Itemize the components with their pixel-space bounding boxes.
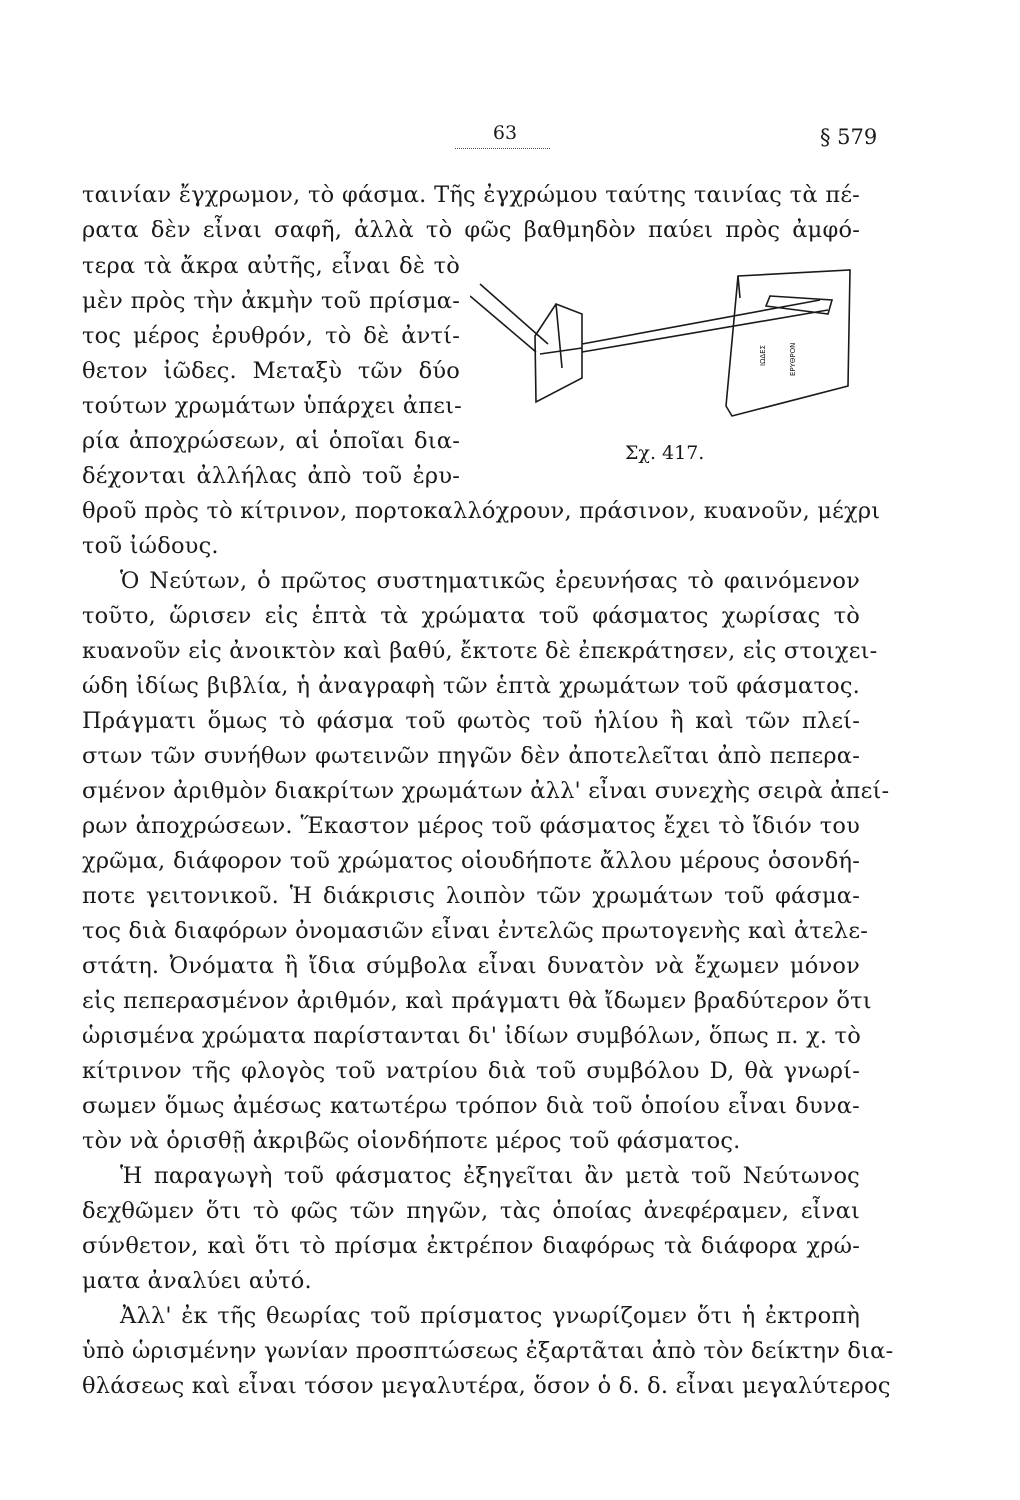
- body-line: θλάσεως καὶ εἶναι τόσον μεγαλυτέρα, ὅσον ὁ δ. δ. εἶναι μεγαλύτερος: [82, 1373, 891, 1399]
- body-line: κίτρινον τῆς φλογὸς τοῦ νατρίου διὰ τοῦ συμβόλου D, θὰ γνωρί-: [82, 1058, 860, 1084]
- spectrum-ray-line: [582, 300, 820, 344]
- body-line: τοῦ ἰώδους.: [82, 533, 219, 559]
- screen-label-violet: ΙΩΔΕΣ: [759, 344, 767, 366]
- body-line: Πράγματι ὅμως τὸ φάσμα τοῦ φωτὸς τοῦ ἡλίου ἢ καὶ τῶν πλεί-: [82, 708, 860, 734]
- screen-shape: [726, 270, 850, 416]
- body-line: ποτε γειτονικοῦ. Ἡ διάκρισις λοιπὸν τῶν χρωμάτων τοῦ φάσμα-: [82, 883, 860, 909]
- body-line: Ἀλλ' ἐκ τῆς θεωρίας τοῦ πρίσματος γνωρίζομεν ὅτι ἡ ἐκτροπὴ: [120, 1303, 860, 1329]
- body-line: ώδη ἰδίως βιβλία, ἡ ἀναγραφὴ τῶν ἑπτὰ χρωμάτων τοῦ φάσματος.: [82, 673, 860, 699]
- body-line: θροῦ πρὸς τὸ κίτρινον, πορτοκαλλόχρουν, πράσινον, κυανοῦν, μέχρι: [82, 498, 881, 524]
- screen-edge: [738, 276, 740, 298]
- figure-caption: Σχ. 417.: [625, 442, 705, 464]
- body-line: ταινίαν ἔγχρωμον, τὸ φάσμα. Τῆς ἐγχρώμου ταύτης ταινίας τὰ πέ-: [82, 182, 860, 208]
- body-line: δέχονται ἀλλήλας ἀπὸ τοῦ ἐρυ-: [82, 463, 460, 489]
- body-line: ματα ἀναλύει αὐτό.: [82, 1268, 312, 1294]
- body-line: θετον ἰῶδες. Μεταξὺ τῶν δύο: [82, 358, 460, 384]
- body-line: μὲν πρὸς τὴν ἀκμὴν τοῦ πρίσμα-: [82, 288, 460, 314]
- body-line: δεχθῶμεν ὅτι τὸ φῶς τῶν πηγῶν, τὰς ὁποίας ἀνεφέραμεν, εἶναι: [82, 1198, 860, 1224]
- prism-spectrum-figure: [470, 256, 870, 426]
- body-line: κυανοῦν εἰς ἀνοικτὸν καὶ βαθύ, ἔκτοτε δὲ ἐπεκράτησεν, εἰς στοιχει-: [82, 638, 878, 664]
- body-line: τερα τὰ ἄκρα αὐτῆς, εἶναι δὲ τὸ: [82, 253, 460, 279]
- body-line: τούτων χρωμάτων ὑπάρχει ἀπει-: [82, 393, 462, 419]
- page-number: 63: [492, 122, 518, 144]
- body-line: ρων ἀποχρώσεων. Ἕκαστον μέρος τοῦ φάσματος ἔχει τὸ ἴδιόν του: [82, 813, 860, 839]
- prism-edge: [556, 304, 562, 368]
- body-line: στων τῶν συνήθων φωτεινῶν πηγῶν δὲν ἀποτελεῖται ἀπὸ πεπερα-: [82, 743, 860, 769]
- body-line: ὡρισμένα χρώματα παρίστανται δι' ἰδίων συμβόλων, ὅπως π. χ. τὸ: [82, 1023, 861, 1049]
- body-line: σύνθετον, καὶ ὅτι τὸ πρίσμα ἐκτρέπον διαφόρως τὰ διάφορα χρώ-: [82, 1233, 860, 1259]
- body-line: στάτη. Ὀνόματα ἢ ἴδια σύμβολα εἶναι δυνατὸν νὰ ἔχωμεν μόνον: [82, 953, 860, 979]
- body-line: τος διὰ διαφόρων ὀνομασιῶν εἶναι ἐντελῶς πρωτογενὴς καὶ ἀτελε-: [82, 918, 869, 944]
- body-line: Ἡ παραγωγὴ τοῦ φάσματος ἐξηγεῖται ἂν μετὰ τοῦ Νεύτωνος: [120, 1163, 860, 1189]
- body-line: τοῦτο, ὥρισεν εἰς ἑπτὰ τὰ χρώματα τοῦ φάσματος χωρίσας τὸ: [82, 603, 860, 629]
- body-line: σωμεν ὅμως ἀμέσως κατωτέρω τρόπον διὰ τοῦ ὁποίου εἶναι δυνα-: [82, 1093, 860, 1119]
- body-line: τὸν νὰ ὁρισθῇ ἀκριβῶς οἱονδήποτε μέρος τοῦ φάσματος.: [82, 1128, 741, 1154]
- body-line: ὑπὸ ὡρισμένην γωνίαν προσπτώσεως ἐξαρτᾶται ἀπὸ τὸν δείκτην δια-: [82, 1338, 894, 1364]
- screen-label-red: ΕΡΥΘΡΟΝ: [789, 342, 797, 376]
- body-line: ρία ἀποχρώσεων, αἱ ὁποῖαι δια-: [82, 428, 460, 454]
- page-number-rule: [455, 148, 550, 149]
- body-line: χρῶμα, διάφορον τοῦ χρώματος οἱουδήποτε ἄλλου μέρους ὁσονδή-: [82, 848, 860, 874]
- body-line: τος μέρος ἐρυθρόν, τὸ δὲ ἀντί-: [82, 323, 460, 349]
- body-line: σμένον ἀριθμὸν διακρίτων χρωμάτων ἀλλ' εἶναι συνεχὴς σειρὰ ἀπεί-: [82, 778, 890, 804]
- body-line: εἰς πεπερασμένον ἀριθμόν, καὶ πράγματι θὰ ἴδωμεν βραδύτερον ὅτι: [82, 988, 872, 1014]
- section-number: § 579: [820, 125, 878, 149]
- body-line: Ὁ Νεύτων, ὁ πρῶτος συστηματικῶς ἐρευνήσας τὸ φαινόμενον: [120, 568, 860, 594]
- body-line: ρατα δὲν εἶναι σαφῆ, ἀλλὰ τὸ φῶς βαθμηδὸν παύει πρὸς ἀμφό-: [82, 217, 860, 243]
